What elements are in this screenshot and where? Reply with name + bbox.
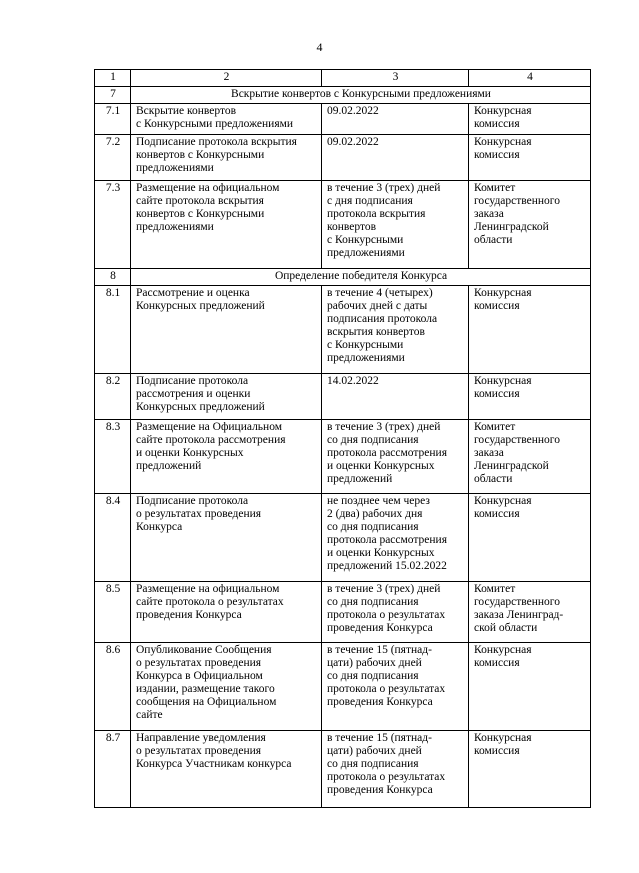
item-number: 8.3 <box>95 420 131 494</box>
table-row <box>95 104 591 135</box>
section-row <box>95 269 591 286</box>
item-action: Подписание протокола о результатах проведения Конкурса <box>131 494 322 582</box>
section-number: 7 <box>95 87 131 104</box>
item-responsible: Комитет государственного заказа Ленинградской области <box>469 420 591 494</box>
item-responsible: Конкурсная комиссия <box>469 643 591 731</box>
item-deadline: 09.02.2022 <box>322 135 469 181</box>
item-deadline: в течение 15 (пятнад- цати) рабочих дней со дня подписания протокола о результатах проведения Конкурса <box>322 731 469 808</box>
item-number: 8.7 <box>95 731 131 808</box>
item-deadline: 09.02.2022 <box>322 104 469 135</box>
column-number: 2 <box>131 70 322 87</box>
item-deadline: в течение 15 (пятнад- цати) рабочих дней со дня подписания протокола о результатах проведения Конкурса <box>322 643 469 731</box>
item-responsible: Конкурсная комиссия <box>469 135 591 181</box>
item-deadline: 14.02.2022 <box>322 374 469 420</box>
item-responsible: Конкурсная комиссия <box>469 374 591 420</box>
item-number: 7.2 <box>95 135 131 181</box>
table-row <box>95 494 591 582</box>
item-deadline: в течение 3 (трех) дней с дня подписания протокола вскрытия конвертов с Конкурсными предложениями <box>322 181 469 269</box>
item-responsible: Комитет государственного заказа Ленинград- ской области <box>469 582 591 643</box>
page-number: 4 <box>316 40 323 54</box>
column-number: 3 <box>322 70 469 87</box>
item-number: 8.6 <box>95 643 131 731</box>
item-number: 7.3 <box>95 181 131 269</box>
section-number: 8 <box>95 269 131 286</box>
item-responsible: Конкурсная комиссия <box>469 104 591 135</box>
column-number-row <box>95 70 591 87</box>
item-action: Направление уведомления о результатах проведения Конкурса Участникам конкурса <box>131 731 322 808</box>
item-action: Размещение на Официальном сайте протокола рассмотрения и оценки Конкурсных предложений <box>131 420 322 494</box>
item-deadline: в течение 3 (трех) дней со дня подписания протокола рассмотрения и оценки Конкурсных предложений <box>322 420 469 494</box>
item-number: 8.5 <box>95 582 131 643</box>
item-deadline: не позднее чем через 2 (два) рабочих дня со дня подписания протокола рассмотрения и оценки Конкурсных предложений 15.02.2022 <box>322 494 469 582</box>
item-action: Рассмотрение и оценка Конкурсных предложений <box>131 286 322 374</box>
item-action: Размещение на официальном сайте протокола вскрытия конвертов с Конкурсными предложениями <box>131 181 322 269</box>
item-number: 7.1 <box>95 104 131 135</box>
table-row <box>95 643 591 731</box>
item-action: Опубликование Сообщения о результатах проведения Конкурса в Официальном издании, размещение такого сообщения на Официальном сайте <box>131 643 322 731</box>
item-responsible: Конкурсная комиссия <box>469 731 591 808</box>
item-deadline: в течение 3 (трех) дней со дня подписания протокола о результатах проведения Конкурса <box>322 582 469 643</box>
item-responsible: Комитет государственного заказа Ленинградской области <box>469 181 591 269</box>
section-title: Вскрытие конвертов с Конкурсными предложениями <box>131 87 591 104</box>
column-number: 4 <box>469 70 591 87</box>
item-action: Размещение на официальном сайте протокола о результатах проведения Конкурса <box>131 582 322 643</box>
column-number: 1 <box>95 70 131 87</box>
table-row <box>95 420 591 494</box>
table-row <box>95 731 591 808</box>
section-row <box>95 87 591 104</box>
item-deadline: в течение 4 (четырех) рабочих дней с даты подписания протокола вскрытия конвертов с Конкурсными предложениями <box>322 286 469 374</box>
item-action: Вскрытие конвертов с Конкурсными предложениями <box>131 104 322 135</box>
item-responsible: Конкурсная комиссия <box>469 494 591 582</box>
table-row <box>95 374 591 420</box>
schedule-table-body <box>95 70 591 808</box>
table-row <box>95 286 591 374</box>
table-row <box>95 135 591 181</box>
item-action: Подписание протокола вскрытия конвертов с Конкурсными предложениями <box>131 135 322 181</box>
table-row <box>95 582 591 643</box>
section-title: Определение победителя Конкурса <box>131 269 591 286</box>
schedule-table <box>94 69 591 808</box>
item-number: 8.4 <box>95 494 131 582</box>
item-action: Подписание протокола рассмотрения и оценки Конкурсных предложений <box>131 374 322 420</box>
item-number: 8.2 <box>95 374 131 420</box>
item-number: 8.1 <box>95 286 131 374</box>
item-responsible: Конкурсная комиссия <box>469 286 591 374</box>
table-row <box>95 181 591 269</box>
